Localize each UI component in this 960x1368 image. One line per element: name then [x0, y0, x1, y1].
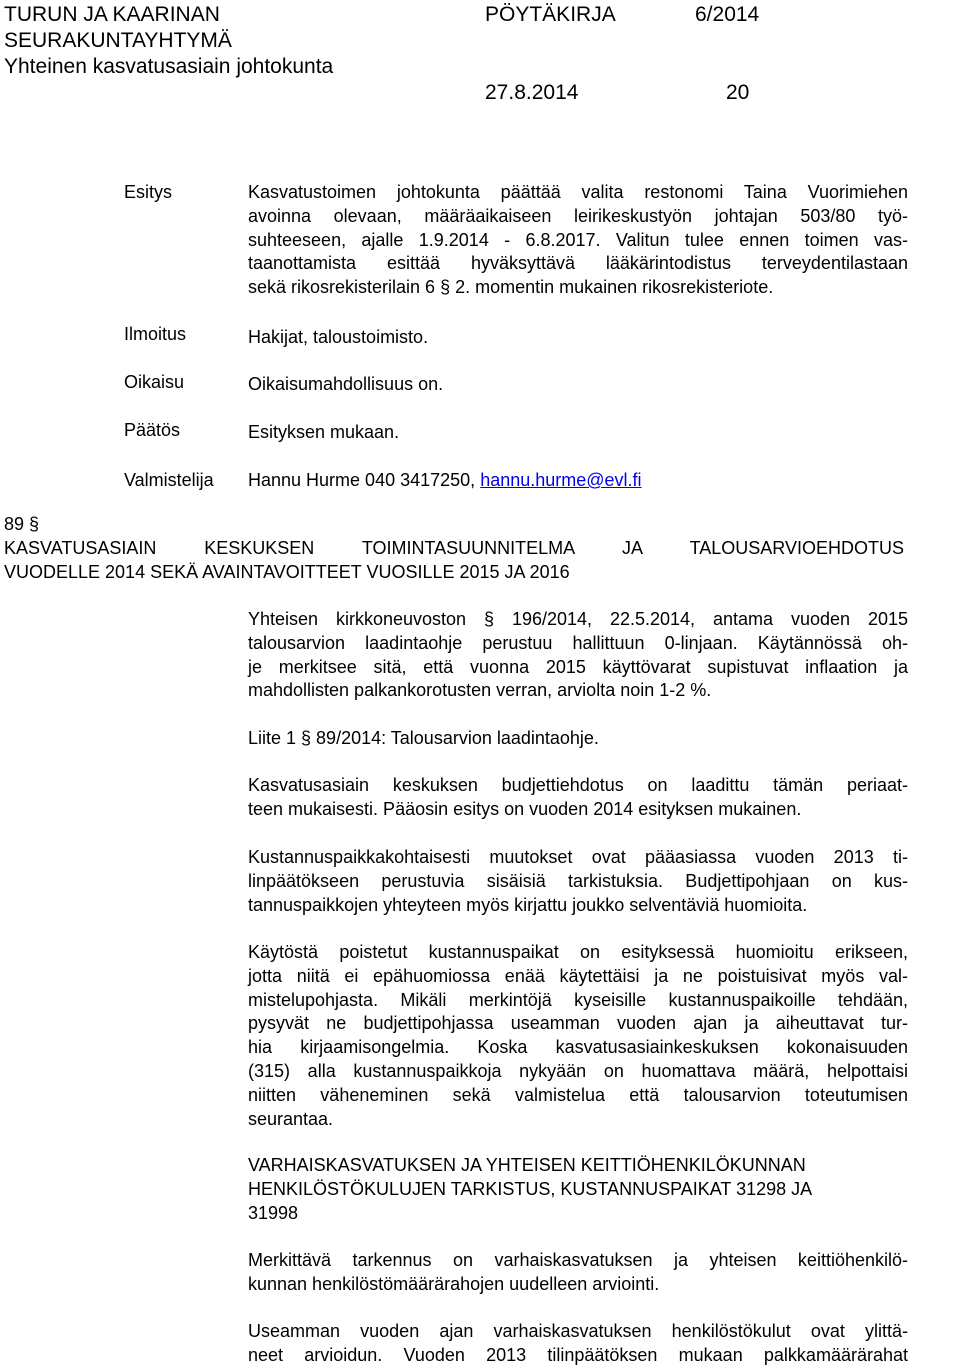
page-number: 20 — [726, 81, 750, 104]
section-title-line2: VUODELLE 2014 SEKÄ AVAINTAVOITTEET VUOSILLE 2015 JA 2016 — [4, 562, 570, 582]
paragraph-line: Kustannuspaikkakohtaisesti muutokset ovat pääasiassa vuoden 2013 ti- — [248, 847, 908, 867]
subheading — [248, 1154, 908, 1225]
paragraph-line: mahdollisten palkankorotusten verran, arviolta noin 1-2 %. — [248, 680, 712, 701]
valmistelija-contact: Hannu Hurme 040 3417250, — [248, 470, 476, 490]
paragraph-8 — [248, 1320, 908, 1368]
paragraph-line: Yhteisen kirkkoneuvoston § 196/2014, 22.5.2014, antama vuoden 2015 — [248, 609, 908, 629]
paatos-label: Päätös — [124, 420, 181, 440]
valmistelija-row — [248, 470, 642, 491]
paragraph-line: Useamman vuoden ajan varhaiskasvatuksen henkilöstökulut ovat ylittä- — [248, 1321, 908, 1341]
org-name-line1: TURUN JA KAARINAN — [4, 3, 220, 26]
subheading-line: HENKILÖSTÖKULUJEN TARKISTUS, KUSTANNUSPAIKAT 31298 JA — [248, 1178, 813, 1199]
paragraph-line: talousarvion laadintaohje perustuu hallittuun 0-linjaan. Käytännössä oh- — [248, 632, 908, 653]
paragraph-line: pysyvät ne budjettipohjassa useamman vuoden ajan ja aiheuttavat tur- — [248, 1013, 908, 1034]
ilmoitus-label: Ilmoitus — [124, 324, 187, 344]
paragraph-line: teen mukaisesti. Pääosin esitys on vuoden 2014 esityksen mukainen. — [248, 798, 802, 819]
oikaisu-label: Oikaisu — [124, 372, 185, 392]
esitys-label: Esitys — [124, 182, 173, 202]
paragraph-line: kunnan henkilöstömäärärahojen uudelleen arviointi. — [248, 1273, 660, 1294]
paragraph-1 — [248, 608, 908, 703]
paragraph-line: jotta niitä ei epähuomiossa enää käytettäisi ja ne poistuisivat myös val- — [248, 965, 908, 986]
org-name-line3: Yhteinen kasvatusasiain johtokunta — [4, 55, 334, 78]
valmistelija-label: Valmistelija — [124, 470, 214, 490]
paragraph-line: tannuspaikkojen yhteyteen myös kirjattu joukko selventäviä huomioita. — [248, 894, 808, 915]
doc-number: 6/2014 — [695, 3, 760, 26]
paragraph-7 — [248, 1249, 908, 1297]
subheading-line: VARHAISKASVATUKSEN JA YHTEISEN KEITTIÖHENKILÖKUNNAN — [248, 1155, 806, 1175]
paragraph-line: je merkitsee sitä, että vuonna 2015 käyttövarat supistuvat inflaation ja — [248, 656, 908, 677]
section-number: 89 § — [4, 514, 40, 534]
paragraph-4 — [248, 846, 908, 917]
paragraph-5 — [248, 941, 908, 1131]
meeting-date: 27.8.2014 — [485, 81, 579, 104]
oikaisu-text: Oikaisumahdollisuus on. — [248, 374, 444, 394]
esitys-line: taanottamista esittää hyväksyttävä lääkärintodistus terveydentilastaan — [248, 253, 908, 274]
section-title-line1: KASVATUSASIAIN KESKUKSEN TOIMINTASUUNNITELMA JA TALOUSARVIOEHDOTUS — [4, 538, 904, 558]
esitys-line: suhteeseen, ajalle 1.9.2014 - 6.8.2017. Valitun tulee ennen toimen vas- — [248, 229, 908, 250]
ilmoitus-text: Hakijat, taloustoimisto. — [248, 327, 429, 347]
esitys-line: sekä rikosrekisterilain 6 § 2. momentin mukainen rikosrekisteriote. — [248, 277, 774, 298]
paragraph-line: mistelupohjasta. Mikäli merkintöjä kyseisille kustannuspaikoille tehdään, — [248, 989, 908, 1010]
attachment-reference: Liite 1 § 89/2014: Talousarvion laadintaohje. — [248, 728, 599, 748]
paragraph-line: hia kirjaamisongelmia. Koska kasvatusasiainkeskuksen kokonaisuuden — [248, 1037, 908, 1058]
esitys-text — [248, 181, 908, 300]
org-name-line2: SEURAKUNTAYHTYMÄ — [4, 29, 232, 52]
paragraph-line: linpäätökseen perustuvia sisäisiä tarkistuksia. Budjettipohjaan on kus- — [248, 870, 908, 891]
paragraph-3 — [248, 774, 908, 822]
paragraph-line: Merkittävä tarkennus on varhaiskasvatuksen ja yhteisen keittiöhenkilö- — [248, 1250, 908, 1270]
doc-type: PÖYTÄKIRJA — [485, 3, 616, 26]
paragraph-line: seurantaa. — [248, 1108, 334, 1129]
paatos-text: Esityksen mukaan. — [248, 422, 400, 442]
paragraph-line: niitten väheneminen sekä valmistelua että talousarvion toteutumisen — [248, 1084, 908, 1105]
paragraph-line: Kasvatusasiain keskuksen budjettiehdotus on laadittu tämän periaat- — [248, 775, 908, 795]
valmistelija-email-link[interactable]: hannu.hurme@evl.fi — [480, 470, 642, 490]
esitys-line: avoinna olevaan, määräaikaiseen leirikeskustyön johtajan 503/80 työ- — [248, 205, 908, 226]
paragraph-line: (315) alla kustannuspaikkoja nykyään on huomattava määrä, helpottaisi — [248, 1060, 908, 1081]
esitys-line: Kasvatustoimen johtokunta päättää valita restonomi Taina Vuorimiehen — [248, 182, 908, 202]
paragraph-line: neet arvioidun. Vuoden 2013 tilinpäätöksen mukaan palkkamäärärahat — [248, 1344, 908, 1365]
paragraph-line: Käytöstä poistetut kustannuspaikat on esityksessä huomioitu erikseen, — [248, 942, 908, 962]
subheading-line: 31998 — [248, 1202, 299, 1223]
